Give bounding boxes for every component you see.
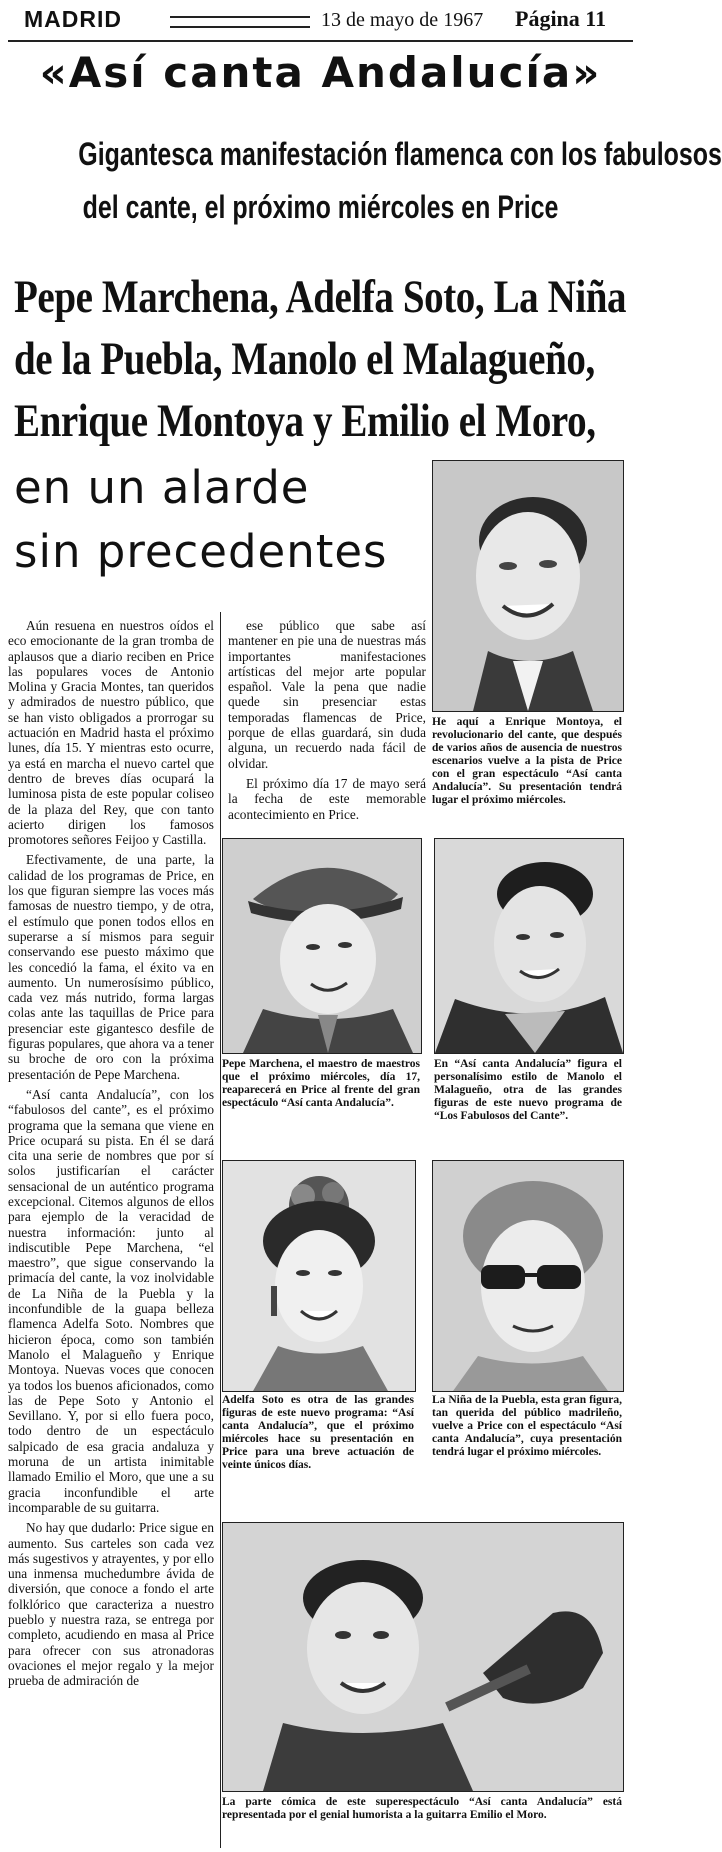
masthead bbox=[10, 6, 631, 36]
photo-emilio-el-moro bbox=[222, 1522, 624, 1792]
photo-pepe-marchena bbox=[222, 838, 422, 1054]
caption-manolo-el-malagueno: En “Así canta Andalucía” figura el personalísimo estilo de Manolo el Malagueño, otra de las grandes figuras de este nuevo programa de “Los Fabulosos del Cante”. bbox=[434, 1058, 622, 1122]
photo-enrique-montoya bbox=[432, 460, 624, 712]
subheadline-line: del cante, el próximo miércoles en Price bbox=[82, 189, 559, 225]
article-paragraph: Aún resuena en nuestros oídos el eco emocionante de la gran tromba de aplausos que a diario reciben en Price las populares voces de Antonio Molina y Gracia Montes, tan queridos y admirados de nuestro público, que se han visto obligados a prorrogar su actuación en Madrid hasta el próximo lunes, día 15. Y mientras esto ocurre, ya está en marcha el nuevo cartel que dentro de breves días ocupará la luminosa pista de este popular coliseo de la plaza del Rey, que con tanto acierto dirigen los famosos promotores señores Feijoo y Castilla. bbox=[8, 618, 214, 848]
tagline-line: sin precedentes bbox=[14, 525, 388, 578]
subheadline bbox=[78, 128, 722, 234]
photo-manolo-el-malagueno bbox=[434, 838, 624, 1054]
page-number: Página 11 bbox=[515, 6, 607, 31]
caption-adelfa-soto: Adelfa Soto es otra de las grandes figuras de este nuevo programa: “Así canta Andalucía”, que el próximo miércoles hace su presentación en Price para una breve actuación de veinte únicos días. bbox=[222, 1394, 414, 1471]
headline-line: de la Puebla, Manolo el Malagueño, bbox=[14, 333, 595, 385]
caption-pepe-marchena: Pepe Marchena, el maestro de maestros que el próximo miércoles, día 17, reaparecerá en Price al frente del gran espectáculo “Así canta Andalucía”. bbox=[222, 1058, 420, 1109]
masthead-divider bbox=[8, 40, 633, 42]
caption-emilio-el-moro: La parte cómica de este superespectáculo “Así canta Andalucía” está representada por el genial humorista a la guitarra Emilio el Moro. bbox=[222, 1796, 622, 1821]
newspaper-section-title: MADRID bbox=[24, 6, 122, 32]
photo-la-nina-de-la-puebla bbox=[432, 1160, 624, 1392]
headline-line: Enrique Montoya y Emilio el Moro, bbox=[14, 395, 596, 447]
column-divider bbox=[220, 612, 221, 1848]
issue-date: 13 de mayo de 1967 bbox=[321, 9, 484, 31]
main-headline bbox=[14, 266, 627, 452]
article-column-2 bbox=[228, 618, 426, 850]
tagline-line: en un alarde bbox=[14, 461, 310, 514]
caption-enrique-montoya: He aquí a Enrique Montoya, el revolucionario del cante, que después de varios años de ausencia de nuestros escenarios vuelve a la pista de Price con el gran espectáculo “Así canta Andalucía”. Su presentación tendrá lugar el próximo miércoles. bbox=[432, 716, 622, 806]
article-paragraph: Efectivamente, de una parte, la calidad de los programas de Price, en los que figuran siempre las voces más famosas de nuestro tiempo, y de otra, el estímulo que ponen todos ellos en superarse a sí mismos para seguir conservando ese puesto máximo que les concedió la fama, el éxito va en aumento. Un numerosísimo público, cada vez más nutrido, forma largas colas ante las taquillas de Price para presenciar este gigantesco desfile de figuras populares, que ahora va a tener su broche de oro con la próxima presentación de Pepe Marchena. bbox=[8, 852, 214, 1082]
masthead-rule bbox=[170, 16, 310, 28]
headline-line: Pepe Marchena, Adelfa Soto, La Niña bbox=[14, 271, 627, 323]
article-column-1 bbox=[8, 618, 214, 1848]
article-paragraph: No hay que dudarlo: Price sigue en aumento. Sus carteles son cada vez más sugestivos y atrayentes, y por ello una inmensa muchedumbre ávida de diversión, que conoce a fondo el arte folklórico que caracteriza a nuestro pueblo y nuestra raza, se entrega por completo, acudiendo en masa al Price para ofrecer con sus atronadoras ovaciones el mejor regalo y la mejor prueba de admiración de bbox=[8, 1520, 214, 1689]
article-paragraph: “Así canta Andalucía”, con los “fabulosos del cante”, es el próximo programa que la semana que viene en Price ocupará su pista. En él se dará cita una serie de nombres que por sí solos justificarían el carácter sensacional de un auténtico programa excepcional. Citemos algunos de ellos para ejemplo de la veracidad de nuestra información: junto al indiscutible Pepe Marchena, “el maestro”, que sigue conservando la primacía del cante, la voz inolvidable de La Niña de la Puebla y la inconfundible de la guapa belleza flamenca Adelfa Soto. Nombres que hicieron época, como son también Manolo el Malagueño y Enrique Montoya. Nuevas voces que conocen ya todos los buenos aficionados, como las de Pepe Soto y Antonio el Sevillano. Y, por si ello fuera poco, todo dentro de un espectáculo salpicado de esa gracia andaluza y moruna de un artista inimitable llamado Emilio el Moro, que une a su gracia inconfundible el arte incomparable de su guitarra. bbox=[8, 1086, 214, 1515]
kicker-title: «Así canta Andalucía» bbox=[39, 48, 602, 97]
subheadline-line: Gigantesca manifestación flamenca con los fabulosos bbox=[78, 136, 722, 172]
headline-tagline bbox=[14, 456, 434, 584]
article-paragraph: ese público que sabe así mantener en pie una de nuestras más importantes manifestaciones artísticas del mejor arte popular español. Vale la pena que nadie quede sin presenciar estas temporadas flamencas de Price, porque de ellas guardará, sin duda alguna, un recuerdo nada fácil de olvidar. bbox=[228, 618, 426, 771]
article-paragraph: El próximo día 17 de mayo será la fecha de este memorable acontecimiento en Price. bbox=[228, 775, 426, 822]
photo-adelfa-soto bbox=[222, 1160, 416, 1392]
caption-la-nina-de-la-puebla: La Niña de la Puebla, esta gran figura, tan querida del público madrileño, vuelve a Price con el espectáculo “Así canta Andalucía”, cuya presentación tendrá lugar el próximo miércoles. bbox=[432, 1394, 622, 1458]
